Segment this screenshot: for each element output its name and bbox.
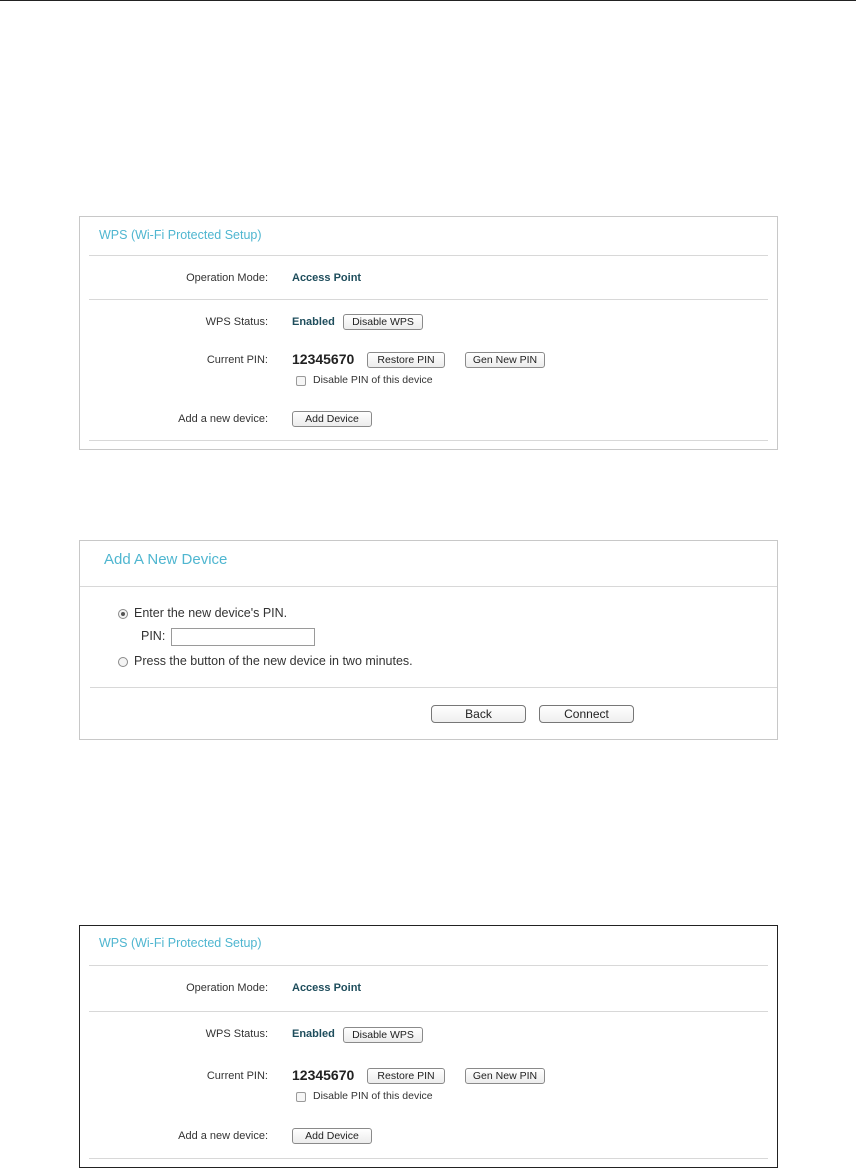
current-pin-value: 12345670 bbox=[292, 351, 355, 367]
gen-new-pin-button[interactable]: Gen New PIN bbox=[465, 1068, 545, 1084]
divider bbox=[89, 299, 768, 300]
wps-panel-title: WPS (Wi-Fi Protected Setup) bbox=[99, 936, 262, 950]
add-new-device-label: Add a new device: bbox=[178, 1130, 268, 1142]
wps-panel-2 bbox=[79, 925, 778, 1168]
wps-panel-1 bbox=[79, 216, 778, 450]
press-button-option-label: Press the button of the new device in two minutes. bbox=[134, 654, 413, 668]
divider bbox=[89, 255, 768, 256]
add-device-button[interactable]: Add Device bbox=[292, 1128, 372, 1144]
wps-status-value: Enabled bbox=[292, 1028, 335, 1040]
wps-status-label: WPS Status: bbox=[205, 316, 268, 328]
divider bbox=[89, 1011, 768, 1012]
back-button[interactable]: Back bbox=[431, 705, 526, 723]
press-button-radio[interactable] bbox=[118, 657, 128, 667]
page-top-rule bbox=[0, 0, 856, 1]
wps-panel-title: WPS (Wi-Fi Protected Setup) bbox=[99, 228, 262, 242]
wps-status-label: WPS Status: bbox=[205, 1028, 268, 1040]
divider bbox=[89, 1158, 768, 1159]
disable-pin-checkbox-label: Disable PIN of this device bbox=[313, 1090, 433, 1102]
operation-mode-label: Operation Mode: bbox=[186, 272, 268, 284]
operation-mode-label: Operation Mode: bbox=[186, 982, 268, 994]
disable-pin-checkbox[interactable] bbox=[296, 376, 306, 386]
disable-pin-checkbox-label: Disable PIN of this device bbox=[313, 374, 433, 386]
current-pin-label: Current PIN: bbox=[206, 1070, 268, 1082]
connect-button[interactable]: Connect bbox=[539, 705, 634, 723]
operation-mode-value: Access Point bbox=[292, 272, 362, 284]
add-device-panel-title: Add A New Device bbox=[104, 551, 228, 568]
wps-status-value: Enabled bbox=[292, 316, 335, 328]
enter-pin-radio[interactable] bbox=[118, 609, 128, 619]
add-device-panel bbox=[79, 540, 778, 740]
restore-pin-button[interactable]: Restore PIN bbox=[367, 1068, 445, 1084]
pin-label: PIN: bbox=[141, 629, 166, 643]
current-pin-value: 12345670 bbox=[292, 1067, 355, 1083]
divider bbox=[89, 440, 768, 441]
enter-pin-option-label: Enter the new device's PIN. bbox=[134, 606, 288, 620]
operation-mode-value: Access Point bbox=[292, 982, 362, 994]
divider bbox=[89, 965, 768, 966]
disable-wps-button[interactable]: Disable WPS bbox=[343, 1027, 423, 1043]
current-pin-label: Current PIN: bbox=[206, 354, 268, 366]
gen-new-pin-button[interactable]: Gen New PIN bbox=[465, 352, 545, 368]
disable-wps-button[interactable]: Disable WPS bbox=[343, 314, 423, 330]
add-device-button[interactable]: Add Device bbox=[292, 411, 372, 427]
restore-pin-button[interactable]: Restore PIN bbox=[367, 352, 445, 368]
pin-input[interactable] bbox=[171, 628, 315, 646]
divider bbox=[90, 687, 777, 688]
divider bbox=[80, 586, 777, 587]
disable-pin-checkbox[interactable] bbox=[296, 1092, 306, 1102]
add-new-device-label: Add a new device: bbox=[178, 413, 268, 425]
